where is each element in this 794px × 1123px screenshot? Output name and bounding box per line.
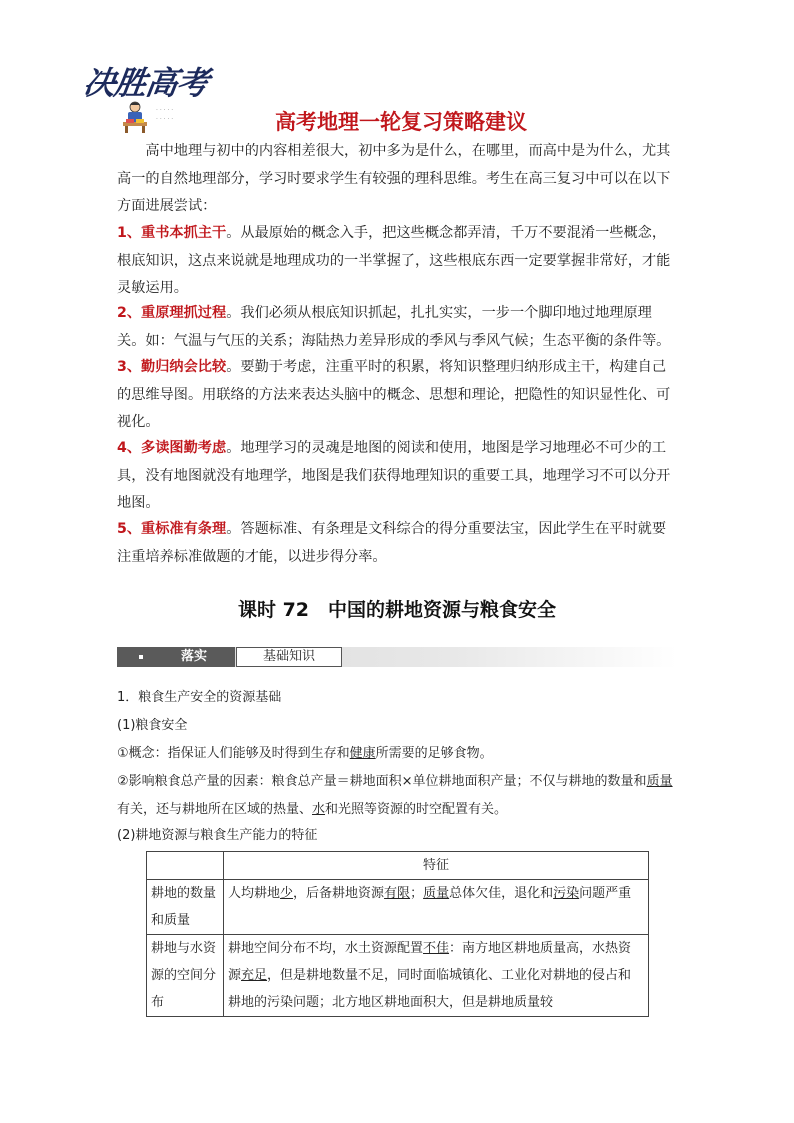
table-header-cell: 特征 [224,852,649,880]
row-label: 耕地的数量和质量 [147,880,224,935]
cell-text: ，后备耕地资源 [293,886,385,901]
subsection-farmland: (2)耕地资源与粮食生产能力的特征 [117,828,318,843]
cell-text: 问题严重 [579,886,632,901]
features-table [146,851,649,1017]
cell-text: 耕地空间分布不均，水土资源配置 [228,941,424,956]
strategy-text: 。我们必须从根底知识抓起，扎扎实实，一步一个脚印地过地理原理关。如：气温与气压的关系；海陆热力差异形成的季风与季风气候；生态平衡的条件等。 [117,305,671,349]
banner-light-label: 基础知识 [236,647,342,667]
table-header-cell [147,852,224,880]
strategy-text: 。答题标准、有条理是文科综合的得分重要法宝，因此学生在平时就要注重培养标准做题的才能，以进步得分率。 [117,521,667,565]
factor-text: ②影响粮食总产量的因素：粮食总产量＝耕地面积×单位耕地面积产量；不仅与耕地的数量和 [117,774,647,789]
table-header-row [147,852,649,880]
table-row [147,935,649,1017]
cell-text: 总体欠佳，退化和 [449,886,554,901]
strategy-item-5 [117,516,677,571]
factor-text-mid: 有关，还与耕地所在区域的热量、 [117,802,313,817]
banner-dark-text: 落实 [181,649,208,664]
strategy-head: 2、重原理抓过程 [117,305,227,321]
cell-underlined: 少 [280,886,294,901]
intro-paragraph: 高中地理与初中的内容相差很大，初中多为是什么，在哪里，而高中是为什么，尤其高一的自然地理部分，学习时要求学生有较强的理科思维。考生在高三复习中可以在以下方面进展尝试： [117,143,671,214]
page-title: 高考地理一轮复习策略建议 [275,110,527,134]
cell-underlined: 有限 [384,886,411,901]
cell-underlined: 充足 [241,968,268,983]
square-bullet-icon [139,655,143,659]
lesson-title: 课时 72 中国的耕地资源与粮食安全 [237,599,557,621]
strategy-head: 5、重标准有条理 [117,521,227,537]
banner-dark-label [117,647,235,667]
strategy-item-2 [117,300,677,355]
factor-underlined-water: 水 [312,802,326,817]
subsection-food-security: (1)粮食安全 [117,718,188,733]
strategy-head: 4、多读图勤考虑 [117,440,227,456]
row-content [224,880,649,935]
concept-text-end: 所需要的足够食物。 [375,746,493,761]
row-content [224,935,649,1017]
section-heading: 1．粮食生产安全的资源基础 [117,690,282,705]
cell-text: ； [410,886,424,901]
strategy-item-3 [117,354,677,437]
concept-underlined: 健康 [349,746,376,761]
strategy-head: 3、勤归纳会比较 [117,359,227,375]
strategy-text: 。地理学习的灵魂是地图的阅读和使用，地图是学习地理必不可少的工具，没有地图就没有地理学，地图是我们获得地理知识的重要工具，地理学习不可以分开地图。 [117,440,671,511]
concept-line [117,740,683,768]
cell-text: ：南方地区耕地质量高，水热资源 [228,941,632,983]
concept-text: ①概念：指保证人们能够及时得到生存和 [117,746,350,761]
strategy-item-4 [117,435,677,518]
factor-underlined-quality: 质量 [646,774,673,789]
strategy-head: 1、重书本抓主干 [117,225,227,241]
strategy-text: 。要勤于考虑，注重平时的积累，将知识整理归纳形成主干，构建自己的思维导图。用联络的方法来表达头脑中的概念、思想和理论，把隐性的知识显性化、可视化。 [117,359,671,430]
cell-text: 人均耕地 [228,886,281,901]
cell-underlined: 不佳 [423,941,450,956]
factor-text-end: 和光照等资源的时空配置有关。 [325,802,508,817]
cell-text: ，但是耕地数量不足，同时面临城镇化、工业化对耕地的侵占和耕地的污染问题；北方地区耕地面积大，但是耕地质量较 [228,968,632,1010]
factor-paragraph [117,768,683,824]
logo-slogan: · · · · · · · · · · [156,107,174,123]
strategy-item-1 [117,220,677,303]
cell-underlined: 质量 [423,886,450,901]
table-row [147,880,649,935]
strategy-text: 。从最原始的概念入手，把这些概念都弄清，千万不要混淆一些概念，根底知识，这点来说就是地理成功的一半掌握了，这些根底东西一定要掌握非常好，才能灵敏运用。 [117,225,671,296]
cell-underlined: 污染 [553,886,580,901]
row-label: 耕地与水资源的空间分布 [147,935,224,1017]
logo-text: 决胜高考 [81,64,211,102]
